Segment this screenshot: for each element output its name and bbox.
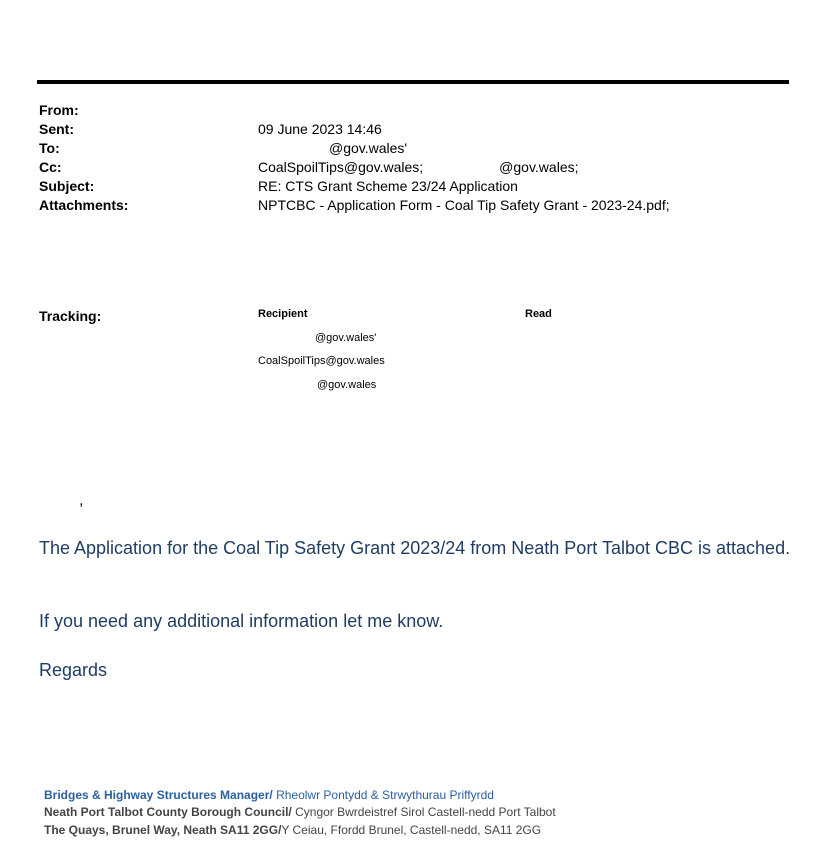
signature-council-cy: Cyngor Bwrdeistref Sirol Castell-nedd Port Talbot: [291, 805, 556, 819]
subject-row: [39, 177, 779, 196]
tracking-recipient-2: CoalSpoilTips@gov.wales: [258, 355, 385, 367]
sent-row: [39, 120, 779, 139]
read-column-header: Read: [525, 308, 552, 320]
signature-line-2: [44, 804, 556, 821]
email-header: [39, 101, 779, 215]
subject-label: Subject:: [39, 178, 95, 194]
header-divider: [37, 80, 789, 84]
signature-title-en: Bridges & Highway Structures Manager/: [44, 788, 273, 802]
tracking-label: Tracking:: [39, 308, 102, 324]
salutation-comma: ,: [79, 492, 84, 509]
attachment-link[interactable]: NPTCBC - Application Form - Coal Tip Safety Grant - 2023-24.pdf;: [258, 197, 670, 213]
signature-address-en: The Quays, Brunel Way, Neath SA11 2GG/: [44, 823, 282, 837]
recipient-column-header: Recipient: [258, 308, 308, 320]
cc-value-1[interactable]: CoalSpoilTips@gov.wales;: [258, 159, 424, 175]
sent-value: 09 June 2023 14:46: [258, 121, 382, 137]
from-value: [258, 101, 779, 120]
message-paragraph-2: If you need any additional information let me know.: [39, 611, 444, 631]
from-label: From:: [39, 102, 79, 118]
to-value[interactable]: @gov.wales': [329, 140, 408, 156]
signature-line-3: [44, 822, 541, 839]
tracking-recipient-3: @gov.wales: [317, 379, 377, 391]
attachments-row: [39, 196, 779, 215]
tracking-recipient-1: @gov.wales': [315, 332, 377, 344]
to-row: [39, 139, 779, 158]
signature-title-cy: Rheolwr Pontydd & Strwythurau Priffyrdd: [272, 788, 494, 802]
message-paragraph-1: The Application for the Coal Tip Safety Grant 2023/24 from Neath Port Talbot CBC is attached.: [39, 538, 791, 558]
from-row: [39, 101, 779, 120]
signature-address-cy: Y Ceiau, Ffordd Brunel, Castell-nedd, SA11 2GG: [281, 823, 542, 837]
cc-value-2[interactable]: @gov.wales;: [499, 159, 579, 175]
message-closing: Regards: [39, 660, 108, 680]
signature-council-en: Neath Port Talbot County Borough Council/: [44, 805, 292, 819]
cc-row: [39, 158, 779, 177]
sent-label: Sent:: [39, 121, 74, 137]
to-label: To:: [39, 140, 60, 156]
attachments-label: Attachments:: [39, 197, 129, 213]
cc-label: Cc:: [39, 159, 62, 175]
signature-line-1: [44, 787, 494, 804]
subject-value: RE: CTS Grant Scheme 23/24 Application: [258, 178, 518, 194]
